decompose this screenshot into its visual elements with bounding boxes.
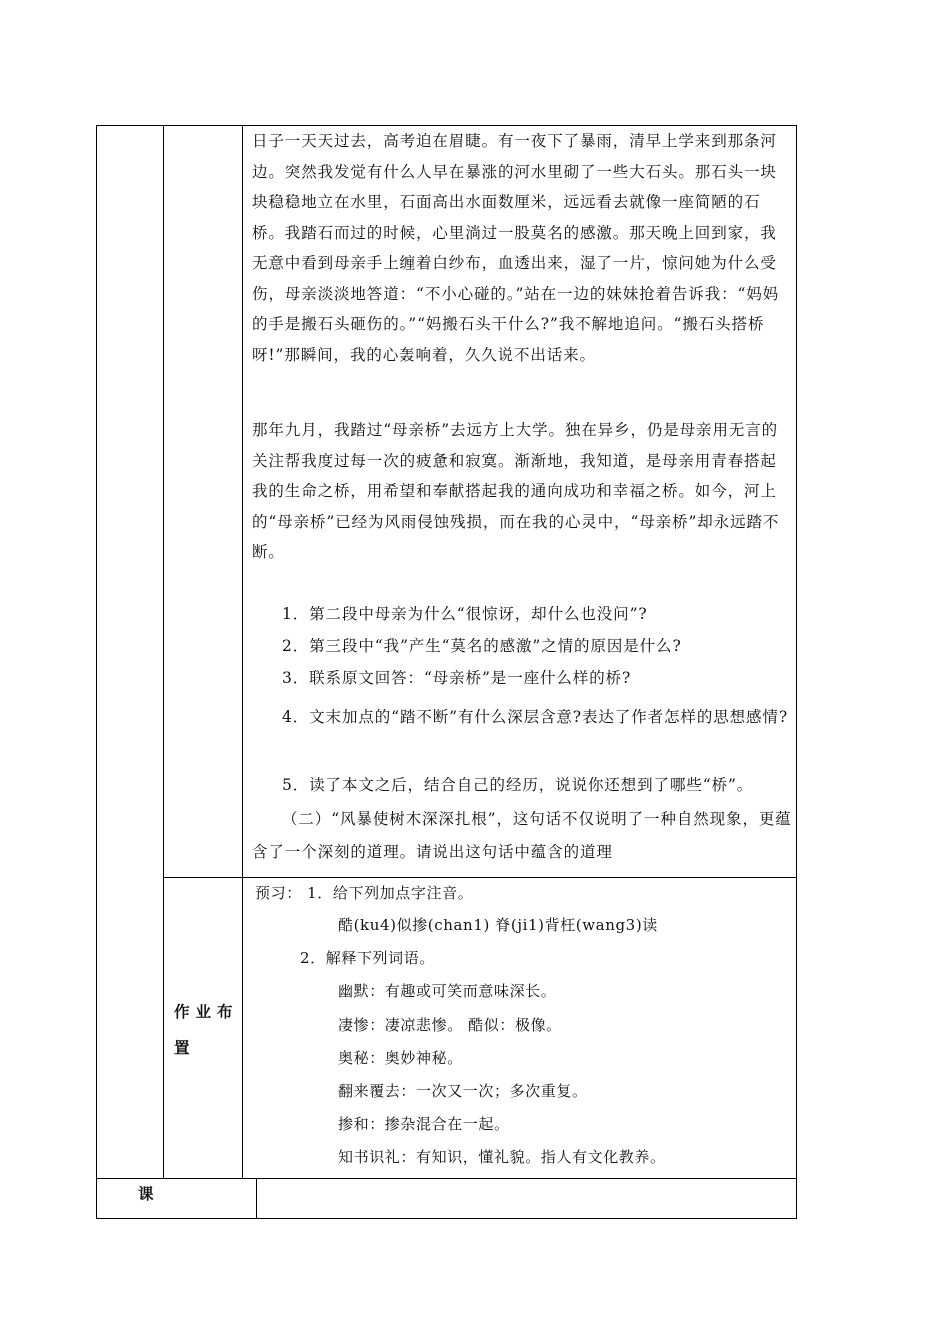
preview-title: 预习： 1．给下列加点字注音。: [255, 884, 474, 902]
passage-paragraph-2: 那年九月，我踏过“母亲桥”去远方上大学。独在异乡，仍是母亲用无言的关注帮我度过每一次的疲惫和寂寞。渐渐地，我知道，是母亲用青春搭起我的生命之桥，用希望和奉献搭起我的通向成功和幸福之桥。如今，河上的“母亲桥”已经为风雨侵蚀残损，而在我的心灵中，“母亲桥”却永远踏不断。: [252, 421, 780, 561]
term-item: 幽默：有趣或可笑而意味深长。: [338, 982, 557, 1000]
section-two-prompt: （二）“风暴使树木深深扎根”，这句话不仅说明了一种自然现象，更蕴含了一个深刻的道理。请说出这句话中蕴含的道理: [252, 810, 792, 861]
question-3: 3．联系原文回答：“母亲桥”是一座什么样的桥?: [282, 669, 632, 687]
term-item: 奥秘：奥妙神秘。: [338, 1049, 463, 1067]
question-4: 4．文末加点的“踏不断”有什么深层含意?表达了作者怎样的思想感情?: [282, 708, 789, 726]
passage-paragraph-1: 日子一天天过去，高考迫在眉睫。有一夜下了暴雨，清早上学来到那条河边。突然我发觉有什么人早在暴涨的河水里砌了一些大石头。那石头一块块稳稳地立在水里，石面高出水面数厘米，远远看去就像一座简陋的石桥。我踏石而过的时候，心里淌过一股莫名的感激。那天晚上回到家，我无意中看到母亲手上缠着白纱布，血透出来，湿了一片，惊问她为什么受伤，母亲淡淡地答道：“不小心碰的。”站在一边的妹妹抢着告诉我：“妈妈的手是搬石头砸伤的。”“妈搬石头干什么?”我不解地追问。“搬石头搭桥呀!”那瞬间，我的心轰响着，久久说不出话来。: [252, 132, 780, 364]
pinyin-line: 酷(ku4)似掺(chan1) 脊(ji1)背枉(wang3)读: [338, 916, 658, 934]
question-5: 5．读了本文之后，结合自己的经历，说说你还想到了哪些“桥”。: [282, 776, 754, 794]
table-left-border: [96, 125, 97, 1219]
bottom-row-label: 课: [138, 1185, 160, 1203]
term-item: 掺和：掺杂混合在一起。: [338, 1115, 510, 1133]
explain-title: 2．解释下列词语。: [300, 949, 435, 967]
question-1: 1．第二段中母亲为什么“很惊讶，却什么也没问”?: [282, 605, 648, 623]
question-2: 2．第三段中“我”产生“莫名的感激”之情的原因是什么?: [282, 637, 682, 655]
homework-label: 作业布置: [174, 1003, 239, 1057]
table-bottom-border: [96, 1218, 797, 1219]
row-divider-bottom: [96, 1178, 797, 1179]
term-item: 凄惨：凄凉悲惨。 酷似：极像。: [338, 1016, 562, 1034]
term-item: 知书识礼：有知识，懂礼貌。指人有文化教养。: [338, 1148, 666, 1166]
term-item: 翻来覆去：一次又一次；多次重复。: [338, 1082, 588, 1100]
column-divider-bottom: [256, 1178, 257, 1219]
column-divider-2: [242, 125, 243, 1179]
table-right-border: [796, 125, 797, 1219]
column-divider-1: [163, 125, 164, 1179]
